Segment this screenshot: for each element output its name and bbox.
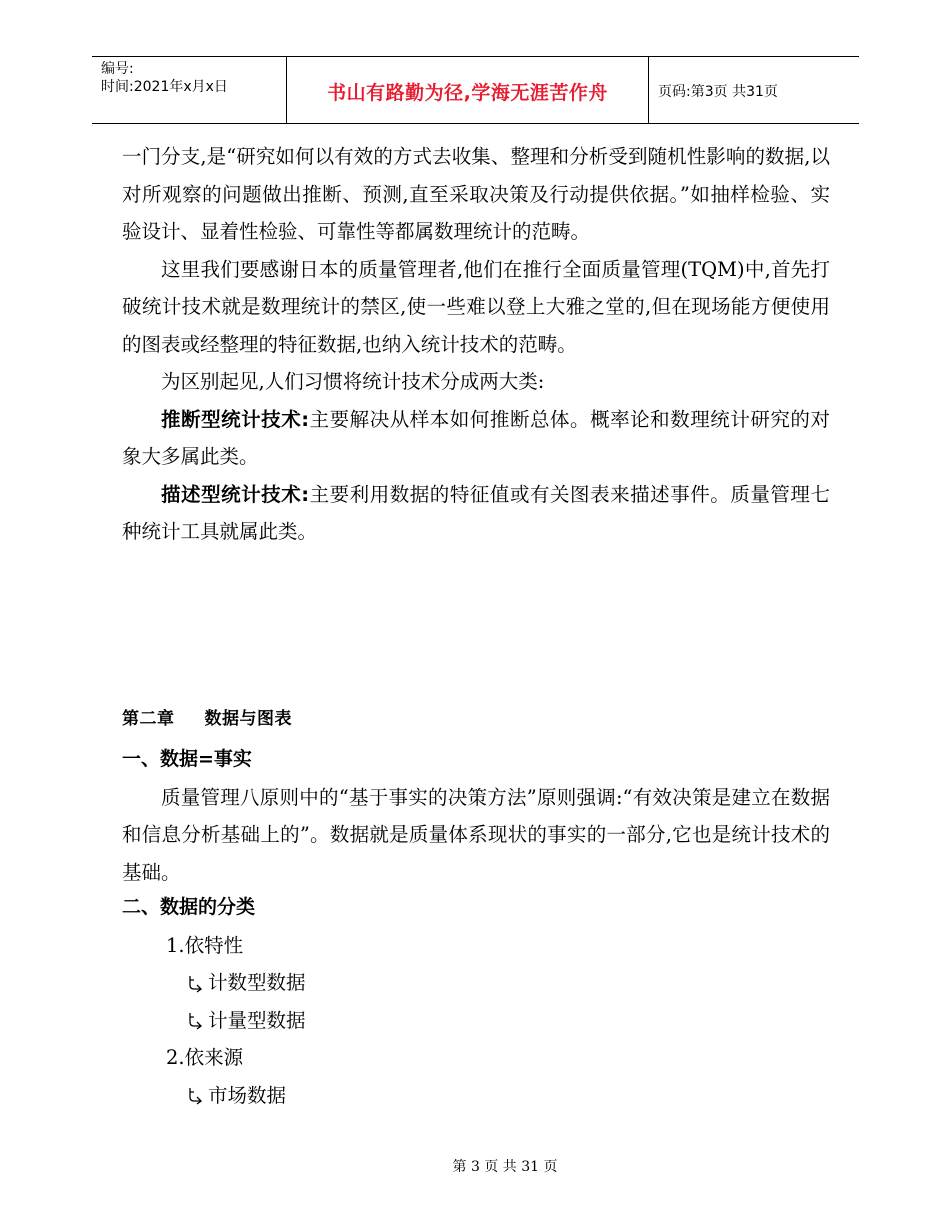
list-item: 计量型数据 <box>122 1002 830 1040</box>
section-data-classification <box>122 889 830 1114</box>
list-item: 市场数据 <box>122 1077 830 1115</box>
list-item: 2.依来源 <box>166 1046 244 1069</box>
page-footer: 第 3 页 共 31 页 <box>452 1159 558 1175</box>
category-desc: 主要解决从样本如何推断总体。概率论和数理统计研究的对象大多属此类。 <box>122 407 830 468</box>
document-date: 时间:2021年x月x日 <box>101 79 228 95</box>
paragraph: 这里我们要感谢日本的质量管理者,他们在推行全面质量管理(TQM)中,首先打破统计技术就是数理统计的禁区,使一些难以登上大雅之堂的,但在现场能方便使用的图表或经整理的特征数据,也纳入统计技术的范畴。 <box>122 257 830 356</box>
page-header <box>92 56 859 124</box>
category-term: 描述型统计技术: <box>161 482 310 506</box>
chapter-name: 数据与图表 <box>204 709 292 729</box>
body-text <box>122 138 830 551</box>
hand-pointer-icon <box>186 1085 206 1105</box>
header-meta <box>92 57 287 123</box>
chapter-title <box>122 704 292 729</box>
section-heading: 二、数据的分类 <box>122 896 256 918</box>
header-motto: 书山有路勤为径,学海无涯苦作舟 <box>287 57 649 123</box>
list-item: 计数型数据 <box>122 964 830 1002</box>
section-data-facts <box>122 741 830 891</box>
paragraph: 一门分支,是“研究如何以有效的方式去收集、整理和分析受到随机性影响的数据,以对所观察的问题做出推断、预测,直至采取决策及行动提供依据。”如抽样检验、实验设计、显着性检验、可靠性等都属数理统计的范畴。 <box>122 145 830 243</box>
hand-pointer-icon <box>186 973 206 993</box>
chapter-number: 第二章 <box>122 709 175 729</box>
category-descriptive <box>122 476 830 551</box>
list-item: 1.依特性 <box>166 933 244 957</box>
category-desc: 主要利用数据的特征值或有关图表来描述事件。质量管理七种统计工具就属此类。 <box>122 482 830 543</box>
header-page-number: 页码:第3页 共31页 <box>658 84 778 100</box>
category-inferential <box>122 401 830 476</box>
hand-pointer-icon <box>186 1010 206 1030</box>
section-heading: 一、数据=事实 <box>122 748 252 770</box>
document-number: 编号: <box>101 61 134 77</box>
paragraph: 为区别起见,人们习惯将统计技术分成两大类: <box>161 370 545 393</box>
paragraph: 质量管理八原则中的“基于事实的决策方法”原则强调:“有效决策是建立在数据和信息分析基础上的”。数据就是质量体系现状的事实的一部分,它也是统计技术的基础。 <box>122 785 830 884</box>
category-term: 推断型统计技术: <box>161 407 310 431</box>
